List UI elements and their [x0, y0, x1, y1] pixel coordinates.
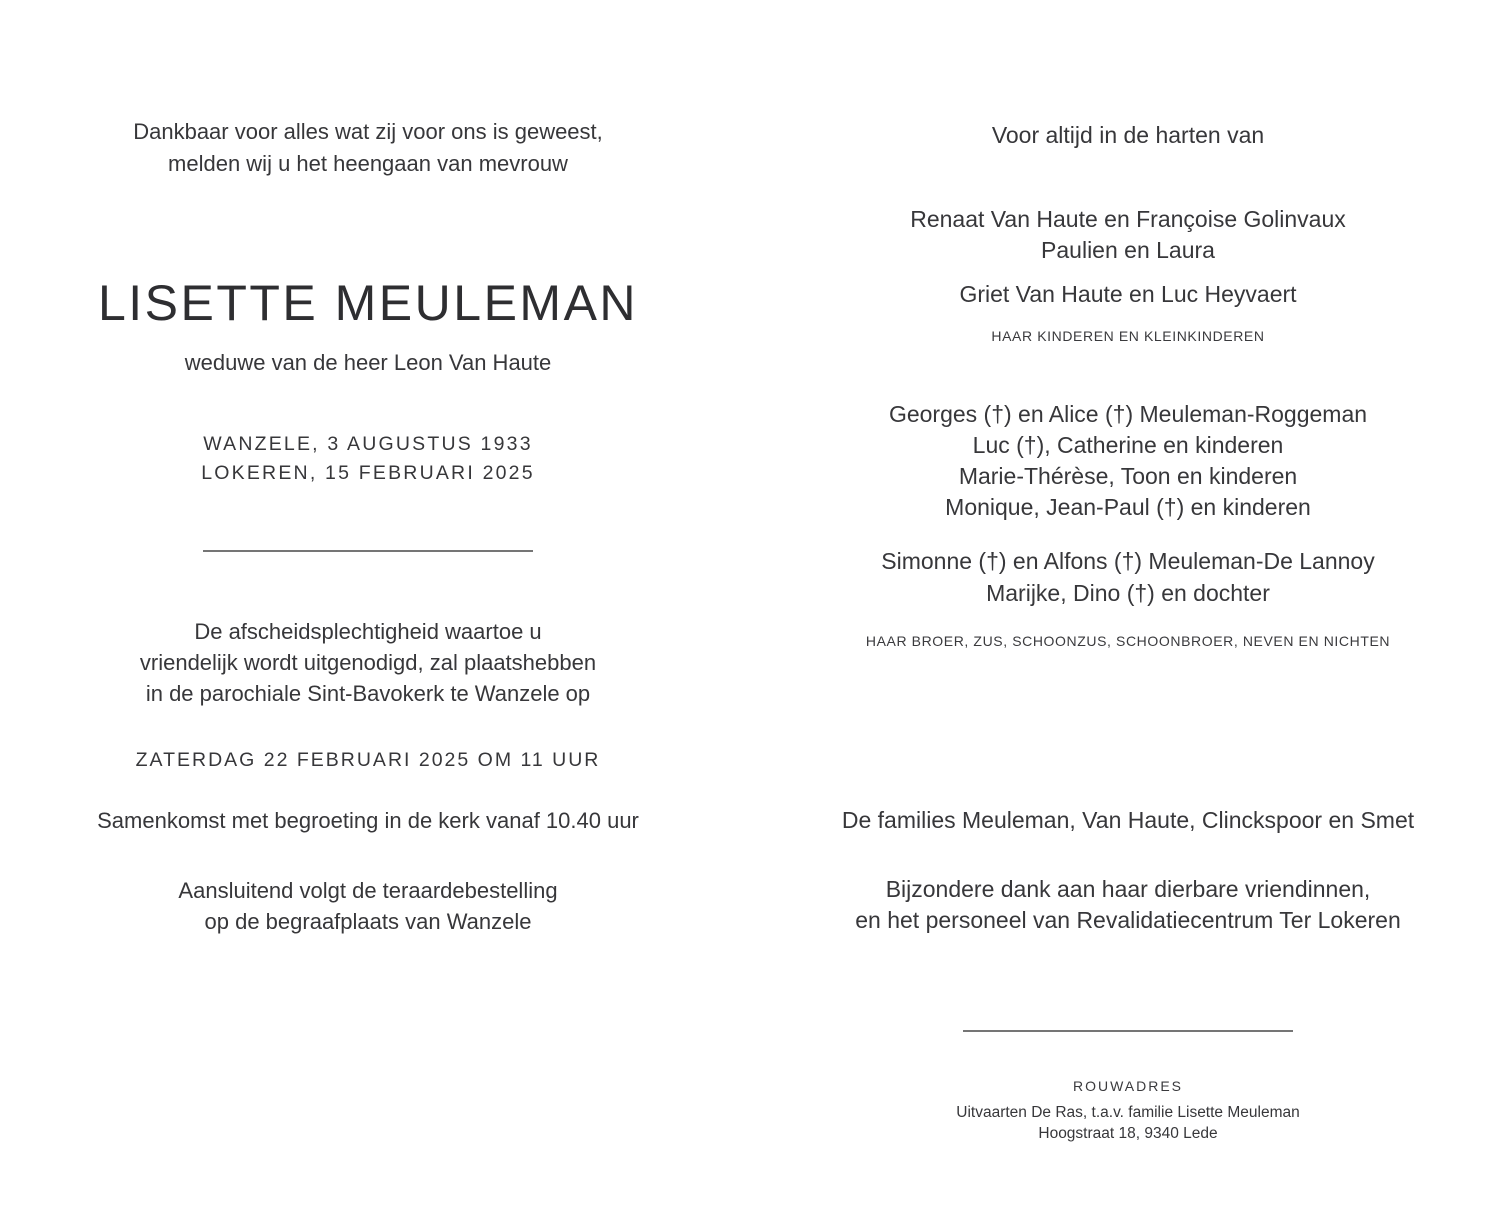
birth-date-line: WANZELE, 3 AUGUSTUS 1933 — [203, 433, 533, 455]
thanks-paragraph — [798, 874, 1458, 936]
death-date-line: LOKEREN, 15 FEBRUARI 2025 — [201, 462, 535, 484]
family-member-line: Griet Van Haute en Luc Heyvaert — [959, 281, 1297, 307]
family-member-line: Paulien en Laura — [1041, 237, 1215, 263]
mourning-address-label: ROUWADRES — [1072, 1078, 1184, 1094]
family-member-line: Luc (†), Catherine en kinderen — [972, 432, 1284, 458]
mourning-address-line-1: Uitvaarten De Ras, t.a.v. familie Lisette Meuleman — [956, 1104, 1300, 1121]
remembrance-heading: Voor altijd in de harten van — [991, 122, 1265, 148]
right-page — [798, 0, 1458, 1214]
mourning-address — [798, 1102, 1458, 1144]
family-member-line: Marijke, Dino (†) en dochter — [986, 580, 1270, 606]
siblings-group-2 — [798, 545, 1458, 609]
service-datetime: ZATERDAG 22 FEBRUARI 2025 OM 11 UUR — [135, 749, 601, 771]
family-group-1 — [798, 204, 1458, 266]
family-member-line: Marie-Thérèse, Toon en kinderen — [958, 463, 1298, 489]
left-page — [38, 0, 698, 1214]
left-divider — [203, 550, 533, 552]
burial-paragraph — [38, 875, 698, 937]
thanks-line-1: Bijzondere dank aan haar dierbare vriendinnen, — [885, 876, 1371, 902]
siblings-label: HAAR BROER, ZUS, SCHOONZUS, SCHOONBROER, NEVEN EN NICHTEN — [865, 633, 1391, 649]
gathering-line: Samenkomst met begroeting in de kerk vanaf 10.40 uur — [97, 808, 639, 833]
thanks-line-2: en het personeel van Revalidatiecentrum Ter Lokeren — [855, 907, 1401, 933]
deceased-name: LISETTE MEULEMAN — [97, 275, 639, 331]
family-member-line: Monique, Jean-Paul (†) en kinderen — [945, 494, 1311, 520]
family-group-2 — [798, 279, 1458, 310]
service-line-3: in de parochiale Sint-Bavokerk te Wanzele op — [145, 681, 591, 706]
intro-line-1: Dankbaar voor alles wat zij voor ons is geweest, — [133, 119, 603, 144]
intro-line-2: melden wij u het heengaan van mevrouw — [168, 151, 568, 176]
service-line-2: vriendelijk wordt uitgenodigd, zal plaatshebben — [139, 650, 597, 675]
burial-line-2: op de begraafplaats van Wanzele — [204, 909, 532, 934]
families-line: De families Meuleman, Van Haute, Clinckspoor en Smet — [841, 807, 1415, 833]
service-paragraph — [38, 616, 698, 709]
family-member-line: Georges (†) en Alice (†) Meuleman-Roggeman — [888, 401, 1368, 427]
service-line-1: De afscheidsplechtigheid waartoe u — [194, 619, 542, 644]
family-member-line: Simonne (†) en Alfons (†) Meuleman-De Lannoy — [881, 548, 1375, 574]
siblings-group-1 — [798, 399, 1458, 523]
children-label: HAAR KINDEREN EN KLEINKINDEREN — [991, 328, 1265, 344]
relation-line: weduwe van de heer Leon Van Haute — [184, 350, 552, 375]
mourning-address-line-2: Hoogstraat 18, 9340 Lede — [1038, 1125, 1218, 1142]
family-member-line: Renaat Van Haute en Françoise Golinvaux — [910, 206, 1346, 232]
right-divider — [963, 1030, 1293, 1032]
burial-line-1: Aansluitend volgt de teraardebestelling — [178, 878, 558, 903]
intro-paragraph — [38, 116, 698, 180]
life-dates — [38, 430, 698, 488]
